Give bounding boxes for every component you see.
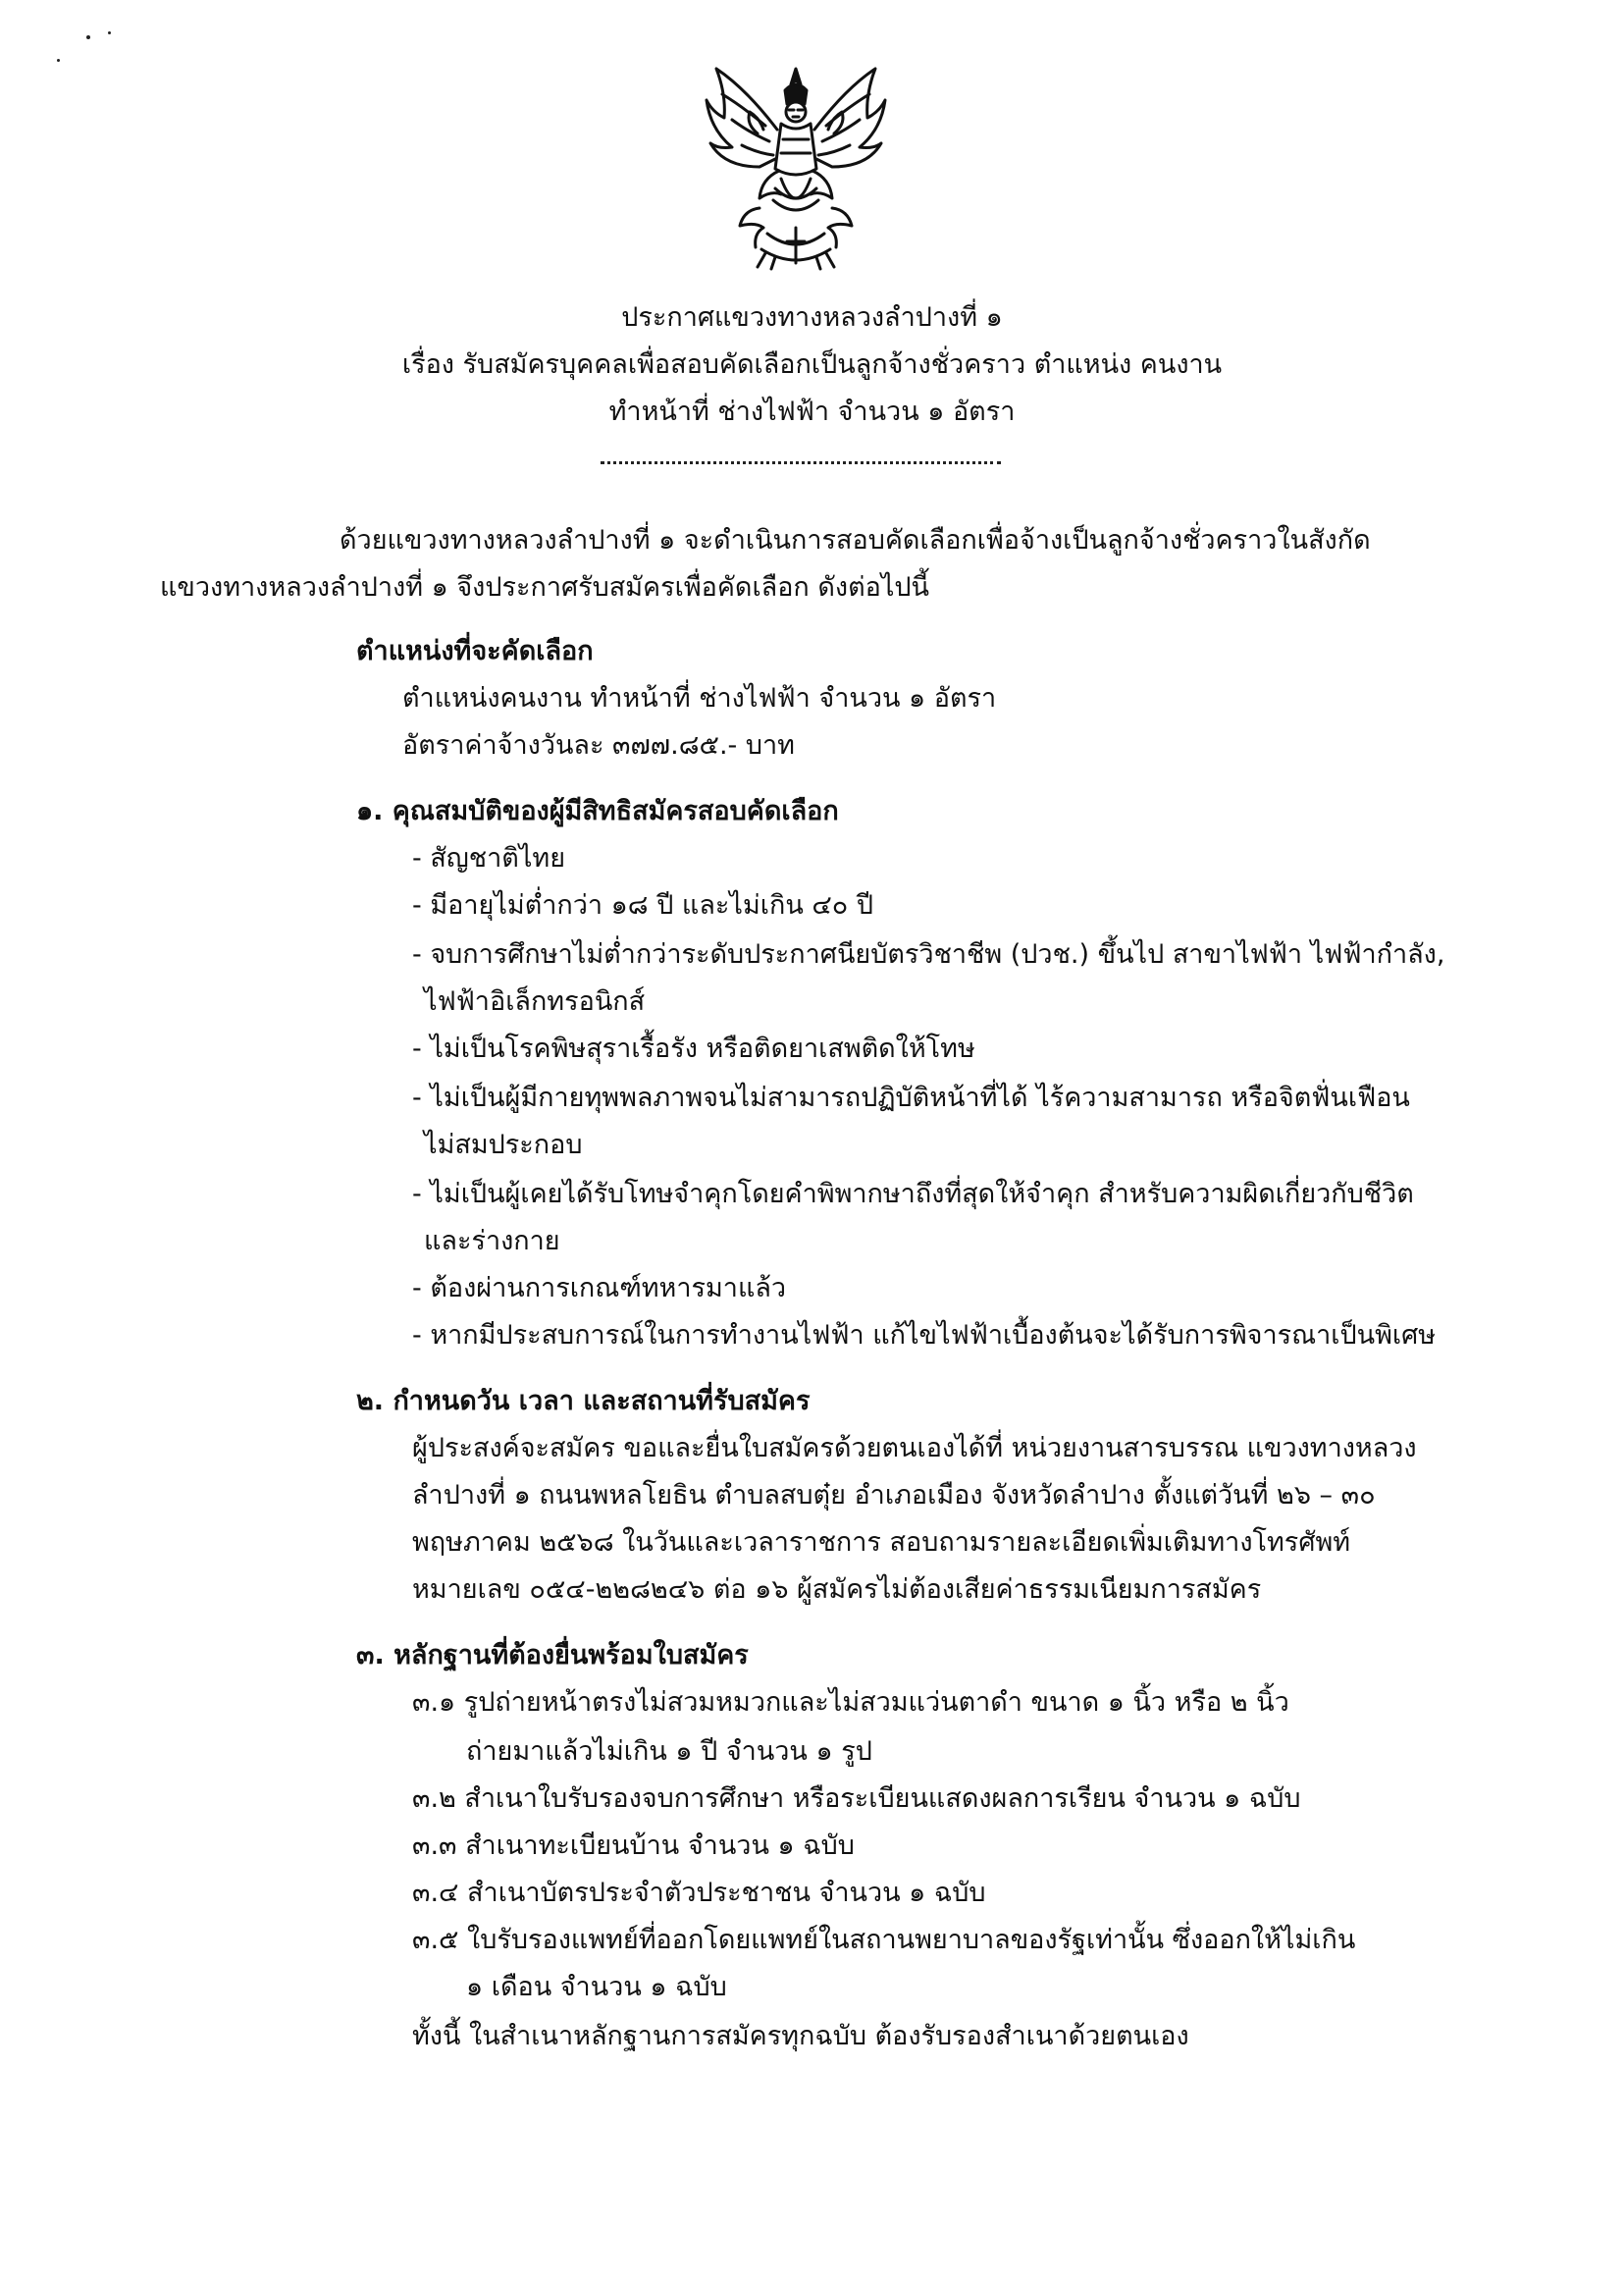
section1-heading: ๑. คุณสมบัติของผู้มีสิทธิสมัครสอบคัดเลือก bbox=[356, 796, 839, 826]
section3-footer: ทั้งนี้ ในสำเนาหลักฐานการสมัครทุกฉบับ ต้องรับรองสำเนาด้วยตนเอง bbox=[412, 2021, 1189, 2051]
document-item: ๓.๑ รูปถ่ายหน้าตรงไม่สวมหมวกและไม่สวมแว่นตาดำ ขนาด ๑ นิ้ว หรือ ๒ นิ้ว bbox=[412, 1687, 1289, 1718]
document-item-cont: ถ่ายมาแล้วไม่เกิน ๑ ปี จำนวน ๑ รูป bbox=[466, 1736, 872, 1767]
document-item: ๓.๓ สำเนาทะเบียนบ้าน จำนวน ๑ ฉบับ bbox=[412, 1830, 855, 1861]
wage-line: อัตราค่าจ้างวันละ ๓๗๗.๘๕.- บาท bbox=[402, 730, 795, 761]
scan-speck bbox=[86, 35, 90, 39]
announcement-title: ประกาศแขวงทางหลวงลำปางที่ ๑ bbox=[621, 302, 1003, 333]
scan-speck bbox=[57, 59, 60, 62]
qualification-item: - ต้องผ่านการเกณฑ์ทหารมาแล้ว bbox=[412, 1273, 787, 1303]
qualification-item: - สัญชาติไทย bbox=[412, 843, 566, 874]
announcement-subject-cont: ทำหน้าที่ ช่างไฟฟ้า จำนวน ๑ อัตรา bbox=[608, 397, 1016, 427]
intro-line: ด้วยแขวงทางหลวงลำปางที่ ๑ จะดำเนินการสอบคัดเลือกเพื่อจ้างเป็นลูกจ้างชั่วคราวในสังกัด bbox=[340, 525, 1371, 556]
qualification-item: - จบการศึกษาไม่ต่ำกว่าระดับประกาศนียบัตรวิชาชีพ (ปวช.) ขึ้นไป สาขาไฟฟ้า ไฟฟ้ากำลัง, bbox=[412, 939, 1445, 970]
document-item: ๓.๔ สำเนาบัตรประจำตัวประชาชน จำนวน ๑ ฉบับ bbox=[412, 1878, 986, 1908]
qualification-item: - มีอายุไม่ต่ำกว่า ๑๘ ปี และไม่เกิน ๔๐ ปี bbox=[412, 890, 873, 921]
qualification-item-cont: และร่างกาย bbox=[424, 1226, 560, 1256]
qualification-item: - หากมีประสบการณ์ในการทำงานไฟฟ้า แก้ไขไฟฟ้าเบื้องต้นจะได้รับการพิจารณาเป็นพิเศษ bbox=[412, 1320, 1437, 1351]
application-detail-line: ลำปางที่ ๑ ถนนพหลโยธิน ตำบลสบตุ๋ย อำเภอเมือง จังหวัดลำปาง ตั้งแต่วันที่ ๒๖ – ๓๐ bbox=[412, 1480, 1376, 1511]
title-divider bbox=[601, 461, 1001, 464]
qualification-item: - ไม่เป็นผู้เคยได้รับโทษจำคุกโดยคำพิพากษาถึงที่สุดให้จำคุก สำหรับความผิดเกี่ยวกับชีวิต bbox=[412, 1179, 1414, 1209]
qualification-item-cont: ไฟฟ้าอิเล็กทรอนิกส์ bbox=[424, 986, 646, 1017]
qualification-item: - ไม่เป็นผู้มีกายทุพพลภาพจนไม่สามารถปฏิบัติหน้าที่ได้ ไร้ความสามารถ หรือจิตฟั่นเฟือน bbox=[412, 1083, 1410, 1113]
application-detail-line: ผู้ประสงค์จะสมัคร ขอและยื่นใบสมัครด้วยตนเองได้ที่ หน่วยงานสารบรรณ แขวงทางหลวง bbox=[412, 1433, 1417, 1463]
position-line: ตำแหน่งคนงาน ทำหน้าที่ ช่างไฟฟ้า จำนวน ๑ อัตรา bbox=[402, 683, 997, 714]
scan-speck bbox=[108, 31, 111, 34]
document-item-cont: ๑ เดือน จำนวน ๑ ฉบับ bbox=[466, 1972, 727, 2002]
position-heading: ตำแหน่งที่จะคัดเลือก bbox=[356, 636, 594, 666]
garuda-emblem-icon bbox=[703, 61, 889, 271]
application-detail-line: พฤษภาคม ๒๕๖๘ ในวันและเวลาราชการ สอบถามรายละเอียดเพิ่มเติมทางโทรศัพท์ bbox=[412, 1527, 1351, 1558]
document-item: ๓.๕ ใบรับรองแพทย์ที่ออกโดยแพทย์ในสถานพยาบาลของรัฐเท่านั้น ซึ่งออกให้ไม่เกิน bbox=[412, 1925, 1356, 1955]
application-detail-line: หมายเลข ๐๕๔-๒๒๘๒๔๖ ต่อ ๑๖ ผู้สมัครไม่ต้องเสียค่าธรรมเนียมการสมัคร bbox=[412, 1574, 1262, 1605]
section3-heading: ๓. หลักฐานที่ต้องยื่นพร้อมใบสมัคร bbox=[356, 1640, 749, 1671]
announcement-subject: เรื่อง รับสมัครบุคคลเพื่อสอบคัดเลือกเป็นลูกจ้างชั่วคราว ตำแหน่ง คนงาน bbox=[401, 349, 1223, 380]
qualification-item-cont: ไม่สมประกอบ bbox=[424, 1130, 583, 1160]
document-item: ๓.๒ สำเนาใบรับรองจบการศึกษา หรือระเบียนแสดงผลการเรียน จำนวน ๑ ฉบับ bbox=[412, 1783, 1301, 1814]
qualification-item: - ไม่เป็นโรคพิษสุราเรื้อรัง หรือติดยาเสพติดให้โทษ bbox=[412, 1034, 975, 1064]
section2-heading: ๒. กำหนดวัน เวลา และสถานที่รับสมัคร bbox=[356, 1386, 811, 1416]
intro-line: แขวงทางหลวงลำปางที่ ๑ จึงประกาศรับสมัครเพื่อคัดเลือก ดังต่อไปนี้ bbox=[160, 572, 930, 603]
